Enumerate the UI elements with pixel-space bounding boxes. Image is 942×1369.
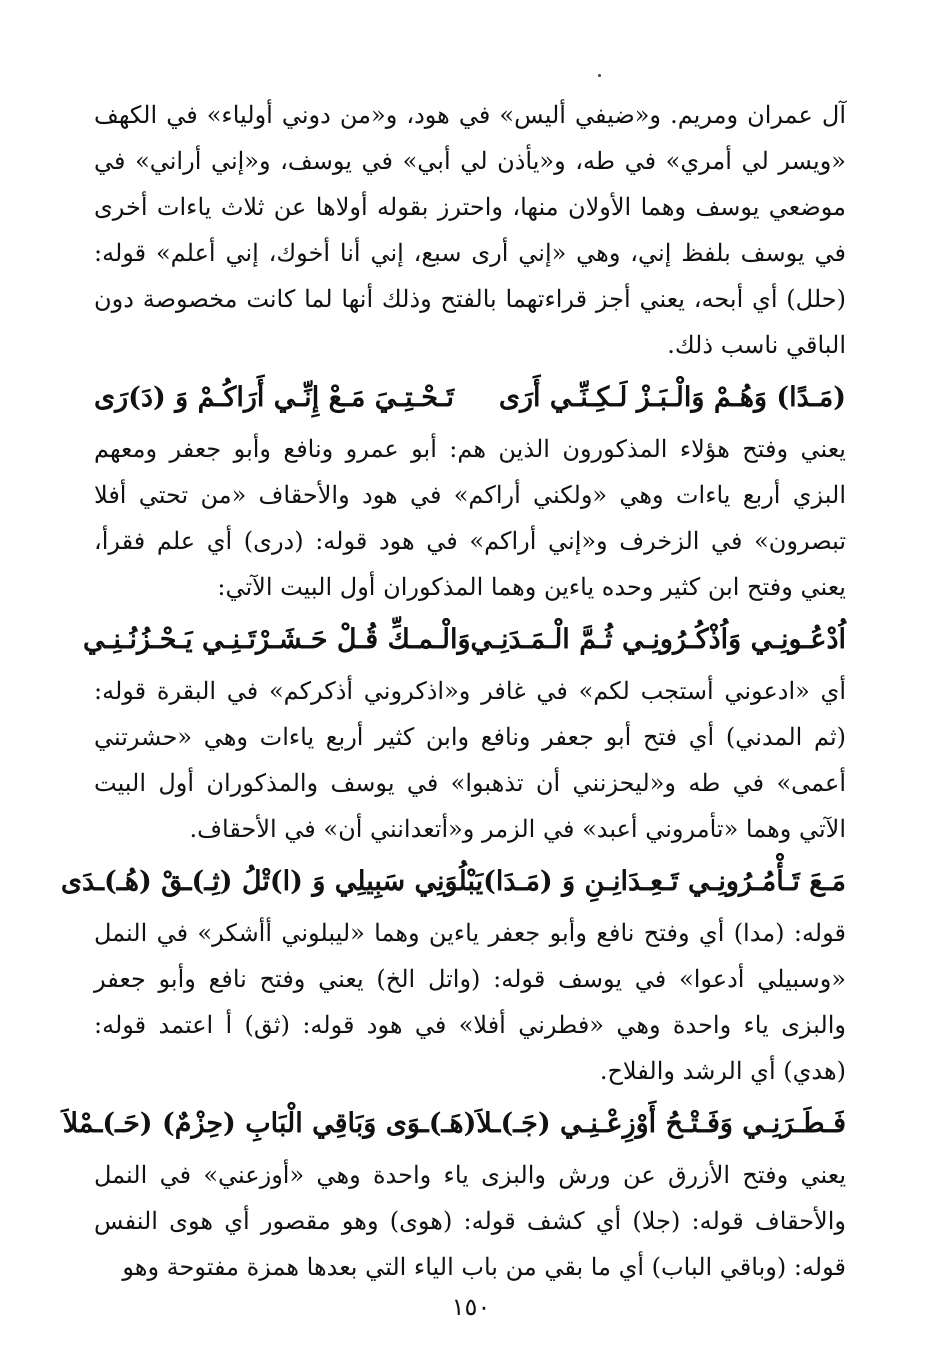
verse-hemistich-second: يَبْلُوَنِي سَبِيلِي وَ (ا)تْلُ (ثِـ)ـقْ (هُـ)ـدَى <box>60 866 484 897</box>
page-content <box>60 92 847 1290</box>
verse-line-3 <box>60 856 846 908</box>
verse-hemistich-second: وَالْـمـكِّ قُـلْ حَـشَـرْتَـنِـي يَـحْـزُنُـنِـي <box>82 624 471 655</box>
verse-hemistich-second: (هَـ)ـوَى وَبَاقِي الْبَابِ (حِزْمٌ) (حَـ)ـمْلاَ <box>62 1108 477 1139</box>
verse-line-2 <box>82 614 846 666</box>
ink-dot <box>598 74 601 77</box>
paragraph-3: أي «ادعوني أستجب لكم» في غافر و«اذكروني أذكركم» في البقرة قوله: (ثم المدني) أي فتح أبو جعفر ونافع وابن كثير أربع ياءات وهي «حشرتني أعمى» في طه و«ليحزنني أن تذهبوا» في يوسف والمذكوران أول البيت الآتي وهما «تأمروني أعبد» في الزمر و«أتعدانني أن» في الأحقاف. <box>94 677 846 843</box>
paragraph-5: يعني وفتح الأزرق عن ورش والبزى ياء واحدة وهي «أوزعني» في النمل والأحقاف قوله: (جلا) أي كشف قوله: (هوى) وهو مقصور أي هوى النفس قوله: (وباقي الباب) أي ما بقي من باب الياء التي بعدها همزة مفتوحة وهو <box>94 1161 846 1281</box>
verse-hemistich-second: تَـحْـتِـيَ مَـعْ إِنِّـي أَرَاكُـمْ وَ (دَ)رَى <box>94 382 455 413</box>
verse-line-4 <box>62 1098 846 1150</box>
paragraph-4: قوله: (مدا) أي وفتح نافع وأبو جعفر ياءين وهما «ليبلوني أأشكر» في النمل «وسبيلي أدعوا» في يوسف قوله: (واتل الخ) يعني وفتح نافع وأبو جعفر والبزى ياء واحدة وهي «فطرني أفلا» في هود قوله: (ثق) أ اعتمد قوله: (هدي) أي الرشد والفلاح. <box>94 919 846 1085</box>
page-number: ١٥٠ <box>451 1293 491 1321</box>
paragraph-1: آل عمران ومريم. و«ضيفي أليس» في هود، و«من دوني أولياء» في الكهف «ويسر لي أمري» في طه، و«يأذن لي أبي» في يوسف، و«إني أراني» في موضعي يوسف وهما الأولان منها، واحترز بقوله أولاها عن ثلاث ياءات أخرى في يوسف بلفظ إني، وهي «إني أرى سبع، إني أنا أخوك، إني أعلم» قوله: (حلل) أي أبحه، يعني أجز قراءتهما بالفتح وذلك أنها لما كانت مخصوصة دون الباقي ناسب ذلك. <box>94 101 847 359</box>
verse-hemistich-first: مَـعَ تَـأْمُـرُونِـي تَـعِـدَانِـنِ وَ (مَـدَا) <box>483 866 846 897</box>
verse-line-1 <box>94 372 846 424</box>
verse-hemistich-first: فَـطَـرَنِـي وَفَـتْـحُ أَوْزِعْـنِـي (جَـ)ـلاَ <box>476 1108 846 1139</box>
verse-hemistich-first: اُدْعُـونِـي وَاُذْكُـرُونِـي ثُـمَّ الْـمَـدَنِـي <box>470 624 846 655</box>
verse-hemistich-first: (مَـدًا) وَهُـمْ وَالْـبَـزْ لَـكِـنِّـي أَرَى <box>498 382 846 413</box>
paragraph-2: يعني وفتح هؤلاء المذكورون الذين هم: أبو عمرو ونافع وأبو جعفر ومعهم البزي أربع ياءات وهي «ولكني أراكم» في هود والأحقاف «من تحتي أفلا تبصرون» في الزخرف و«إني أراكم» في هود قوله: (درى) أي علم فقرأ، يعني وفتح ابن كثير وحده ياءين وهما المذكوران أول البيت الآتي: <box>94 435 846 601</box>
